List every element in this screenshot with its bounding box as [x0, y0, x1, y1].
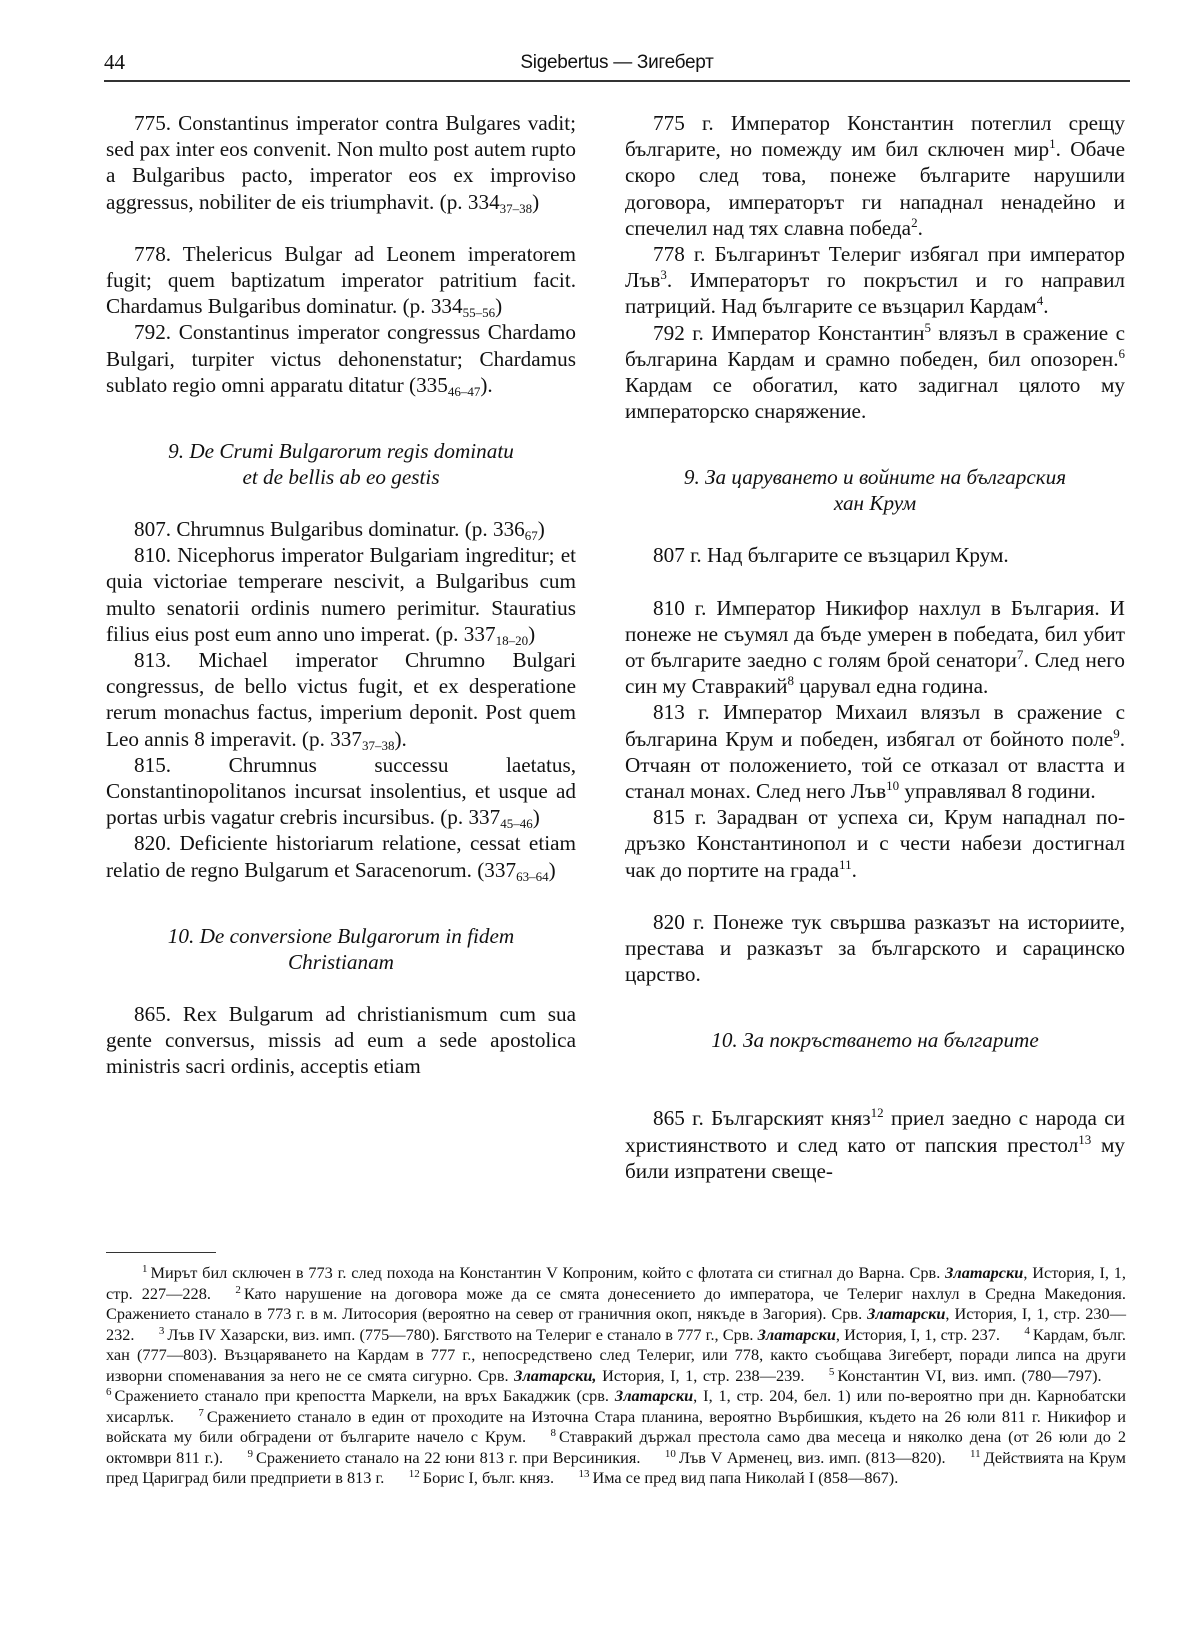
entry-text: 820. Deficiente historiarum relatione, cessat etiam relatio de regno Bulgarum et Saracenorum. (337	[106, 831, 576, 882]
entry-text: 807. Chrumnus Bulgaribus dominatur. (p. 336	[134, 517, 525, 542]
footnote	[665, 1448, 946, 1467]
footnote	[578, 1468, 898, 1487]
latin-entry	[106, 319, 576, 398]
footnote-number: 10	[664, 1447, 676, 1460]
latin-section-9-entries	[106, 516, 576, 883]
footnote-marker: 4	[1036, 293, 1044, 309]
heading-line: 10. De conversione Bulgarorum in fidem	[167, 923, 515, 948]
footnote-text: Лъв V Арменец, виз. имп. (813—820).	[678, 1447, 946, 1467]
footnote-text: Сражението станало в един от проходите на Източна Стара планина, вероятно Върбишкия, където на 26 юли 811 г. Никифор и войската му били обградени от българите начело с Крум.	[106, 1406, 1126, 1446]
footnote-number: 1	[142, 1263, 148, 1275]
entry-tail: ).	[480, 372, 493, 397]
latin-entry	[106, 830, 576, 882]
footnote-text: Сражението станало на 22 юни 813 г. при Версиникия.	[255, 1447, 641, 1467]
footnote	[247, 1448, 640, 1467]
bulgarian-entry	[625, 595, 1125, 700]
bulgarian-entry	[625, 110, 1125, 241]
line-reference: 63–64	[516, 868, 549, 884]
footnote-number: 4	[1024, 1324, 1030, 1337]
entry-text: 813 г. Император Михаил влязъл в сражение с българина Крум и победен, избягал от бойното поле	[625, 700, 1125, 751]
page-header	[104, 50, 1130, 84]
footnote-number: 8	[550, 1427, 556, 1439]
footnote-text: Мирът бил сключен в 773 г. след похода на Константин V Копроним, който с флотата си стигнал до Варна. Срв.	[150, 1263, 946, 1282]
entry-tail: )	[528, 621, 536, 646]
entry-tail: )	[495, 294, 503, 319]
latin-entry	[106, 516, 576, 542]
spacer	[625, 883, 1125, 909]
section-10-heading-latin	[106, 923, 576, 975]
bulgarian-entries-group-1	[625, 110, 1125, 424]
footnote-text: , История, I, 1, стр. 237.	[835, 1324, 1000, 1344]
footnote-text: Борис I, бълг. княз.	[422, 1468, 555, 1487]
bulgarian-entry	[625, 241, 1125, 320]
author-name: Златарски	[867, 1304, 946, 1323]
heading-line: 9. De Crumi Bulgarorum regis dominatu	[168, 439, 514, 464]
section-10-heading-bulgarian	[625, 1027, 1125, 1053]
entry-text: 807 г. Над българите се възцарил Крум.	[653, 543, 1009, 568]
entry-text: . Императорът го покръстил и го направил патриций. Над българите се възцарил Кардам	[625, 268, 1125, 319]
footnote-text: Сражението станало при крепостта Маркели, на връх Бакаджик (срв.	[114, 1386, 615, 1405]
footnote-number: 5	[828, 1365, 835, 1378]
bulgarian-entry	[625, 909, 1125, 988]
bulgarian-section-10-entries	[625, 1105, 1125, 1184]
footnote-marker: 12	[870, 1105, 884, 1121]
entry-text: царувал една година.	[793, 674, 989, 699]
entry-text: 815. Chrumnus successu laetatus, Constantinopolitanos incursat insolentius, et usque ad portas urbis vagatur crebris incursibus. (p. 337	[106, 752, 576, 830]
latin-entry	[106, 752, 576, 831]
footnote-marker: 6	[1118, 345, 1125, 361]
entry-text: 865. Rex Bulgarum ad christianismum cum sua gente conversus, missis ad eum a sede apostolica ministris sacri ordinis, acceptis etiam	[106, 1001, 576, 1079]
running-title: Sigebertus — Зигеберт	[520, 52, 714, 73]
latin-entry	[106, 1001, 576, 1080]
entry-text: 778 г. Българинът Телериг избягал при император Лъв	[625, 242, 1125, 293]
footnote-marker: 9	[1113, 725, 1120, 741]
footnote-marker: 13	[1078, 1131, 1092, 1147]
entry-text: 775 г. Император Константин потеглил срещу българите, но помежду им бил сключен мир	[625, 111, 1125, 162]
footnote	[159, 1325, 1000, 1344]
entry-tail: )	[548, 857, 556, 882]
heading-line: хан Крум	[833, 491, 917, 516]
latin-entry	[106, 647, 576, 752]
footnote-marker: 10	[886, 778, 900, 794]
footnote-text: , История, I, 1, стр. 227—228.	[106, 1263, 1126, 1303]
footnote-text: , I, 1, стр. 204, бел. 1) или по-вероятно при дн. Карнобатски хисарлък.	[106, 1386, 1127, 1426]
entry-text: 810. Nicephorus imperator Bulgariam ingreditur; et quia victoriae temperare nescivit, a Bulgaribus cum multo senatorii ordinis numero perimitur. Stauratius filius eius post eum anno uno imperat. (p. 337	[106, 543, 576, 646]
bulgarian-entry	[625, 804, 1125, 883]
heading-line: 9. За царуването и войните на българския	[683, 465, 1067, 490]
footnote-marker: 7	[1016, 647, 1024, 663]
footnote-number: 11	[970, 1447, 981, 1460]
entry-text: 820 г. Понеже тук свършва разказът на историите, престава и разказът за българското и сарацинско царство.	[625, 909, 1125, 987]
bulgarian-entry	[625, 542, 1125, 568]
footnote-text: Константин VI, виз. имп. (780—797).	[837, 1365, 1102, 1385]
section-9-heading-bulgarian	[625, 464, 1125, 516]
entry-text: му били изпратени свеще-	[625, 1132, 1125, 1183]
heading-line: 10. За покръстването на българите	[711, 1028, 1039, 1053]
footnote-text: Действията на Крум пред Цариград били предприети в 813 г.	[106, 1447, 1126, 1487]
latin-section-10-entries	[106, 1001, 576, 1080]
entry-text: управлявал 8 години.	[899, 779, 1096, 804]
section-9-heading-latin	[106, 438, 576, 490]
footnote-marker: 8	[787, 673, 794, 689]
entry-text: 775. Constantinus imperator contra Bulgares vadit; sed pax inter eos convenit. Non multo post autem rupto a Bulgaribus pacto, imperator eos ex improviso aggressus, nobiliter de eis triumphavit. (p. 334	[106, 111, 576, 214]
entry-tail: ).	[394, 726, 407, 751]
footnote-text: Лъв IV Хазарски, виз. имп. (775—780). Бягството на Телериг е станало в 777 г., Срв.	[167, 1324, 758, 1344]
footnote-text: Кардам, бълг. хан (777—803). Възцаряването на Кардам в 777 г., непосредствено след Телериг, или 778, както съобщава Зигеберт, поради липса на други изворни споменавания за него не се смята сигурно. Срв.	[106, 1324, 1126, 1385]
line-reference: 46–47	[447, 383, 481, 399]
footnote-text: Ставракий държал престола само два месеца и няколко дена (от 26 юли до 2 октомври 811 г.).	[106, 1427, 1126, 1467]
footnote-text: История, I, 1, стр. 238—239.	[596, 1365, 805, 1385]
line-reference: 45–46	[500, 816, 533, 832]
latin-entry	[106, 110, 576, 215]
bulgarian-column	[625, 110, 1125, 1184]
footnote-marker: 5	[924, 319, 931, 335]
footnote-rule	[106, 1252, 216, 1253]
footnote-number: 3	[158, 1324, 165, 1337]
entry-tail: )	[537, 517, 545, 542]
entry-text: . След него син му Ставракий	[625, 648, 1125, 699]
footnote-marker: 1	[1049, 136, 1056, 152]
entry-text: 792 г. Император Константин	[653, 320, 925, 345]
line-reference: 67	[524, 528, 538, 544]
footnote-number: 6	[106, 1386, 112, 1398]
footnote-text: Като нарушение на договора може да се смята донесението до императора, че Телериг нахлул в Средна Македония. Сражението станало в 773 г. в м. Литосория (вероятно на север от граничния окоп, някъде в Загория). Срв.	[106, 1283, 1126, 1323]
bulgarian-entry	[625, 320, 1125, 425]
author-name: Златарски,	[514, 1365, 597, 1385]
spacer	[625, 569, 1125, 595]
heading-line: Christianam	[288, 949, 394, 974]
footnote-marker: 3	[660, 267, 667, 283]
entry-text: 815 г. Зарадван от успеха си, Крум нападнал по-дръзко Константинопол и с чести набези достигнал чак до портите на града	[625, 805, 1125, 882]
author-name: Златарски	[614, 1386, 694, 1405]
entry-text: приел заедно с народа си християнството и след като от папския престол	[625, 1106, 1125, 1157]
entry-text: 792. Constantinus imperator congressus Chardamo Bulgari, turpiter victus dehonenstatur; Chardamus sublato regio omni apparatu ditatur (335	[106, 320, 576, 397]
heading-line: et de bellis ab eo gestis	[242, 465, 440, 490]
author-name: Златарски	[757, 1324, 836, 1344]
author-name: Златарски	[945, 1263, 1024, 1282]
bulgarian-entry	[625, 699, 1125, 804]
entry-text: 810 г. Император Никифор нахлул в България. И понеже не съумял да бъде умерен в победата, бил убит от българите заедно с голям брой сенатори	[625, 595, 1125, 673]
footnote	[409, 1468, 554, 1487]
footnote-text: , История, I, 1, стр. 230—232.	[106, 1304, 1126, 1344]
footnote-number: 7	[198, 1406, 204, 1419]
entry-text: .	[917, 215, 923, 240]
footnotes	[106, 1263, 1126, 1489]
entry-text: .	[1043, 294, 1049, 319]
latin-column	[106, 110, 576, 1079]
line-reference: 18–20	[495, 632, 529, 648]
entry-text: . Обаче скоро след това, понеже българите нарушили договора, императорът ги нападнал ненадейно и спечелил над тях славна победа	[625, 137, 1125, 240]
footnote-marker: 11	[839, 856, 852, 872]
bulgarian-section-9-entries	[625, 542, 1125, 987]
line-reference: 37–38	[361, 737, 395, 753]
footnote-marker: 2	[911, 214, 918, 230]
line-reference: 37–38	[499, 200, 533, 216]
header-rule	[104, 80, 1130, 82]
footnote-text: Има се пред вид папа Николай I (858—867).	[592, 1468, 899, 1487]
entry-text: 778. Thelericus Bulgar ad Leonem imperatorem fugit; quem baptizatum imperator patritium facit. Chardamus Bulgaribus dominatur. (p. 334	[106, 241, 576, 319]
footnote-number: 9	[247, 1447, 253, 1460]
entry-text: влязъл в сражение с българина Кардам и срамно победен, бил опозорен.	[625, 320, 1126, 371]
footnote-number: 13	[578, 1468, 590, 1480]
footnote-number: 2	[235, 1283, 241, 1296]
page-number: 44	[104, 50, 125, 74]
entry-text: Кардам се обогатил, като задигнал цялото му императорско снаряжение.	[625, 373, 1125, 424]
entry-tail: )	[532, 805, 540, 830]
entry-text: 813. Michael imperator Chrumno Bulgari congressus, de bello victus fugit, et ex desperatione rerum monachus factus, imperium deponit. Post quem Leo annis 8 imperavit. (p. 337	[106, 648, 576, 751]
bulgarian-entry	[625, 1105, 1125, 1184]
entry-text: 865 г. Българският княз	[653, 1106, 871, 1131]
footnote-number: 12	[408, 1468, 420, 1480]
entry-text: . Отчаян от положението, той се отказал от властта и станал монах. След него Лъв	[625, 726, 1125, 804]
latin-entry	[106, 241, 576, 320]
footnotes-paragraph	[106, 1263, 1126, 1489]
spacer	[106, 215, 576, 241]
footnote	[829, 1366, 1102, 1385]
entry-text: .	[851, 857, 857, 882]
latin-entries-group-1	[106, 110, 576, 398]
line-reference: 55–56	[462, 305, 496, 321]
entry-tail: )	[532, 189, 540, 214]
latin-entry	[106, 542, 576, 647]
